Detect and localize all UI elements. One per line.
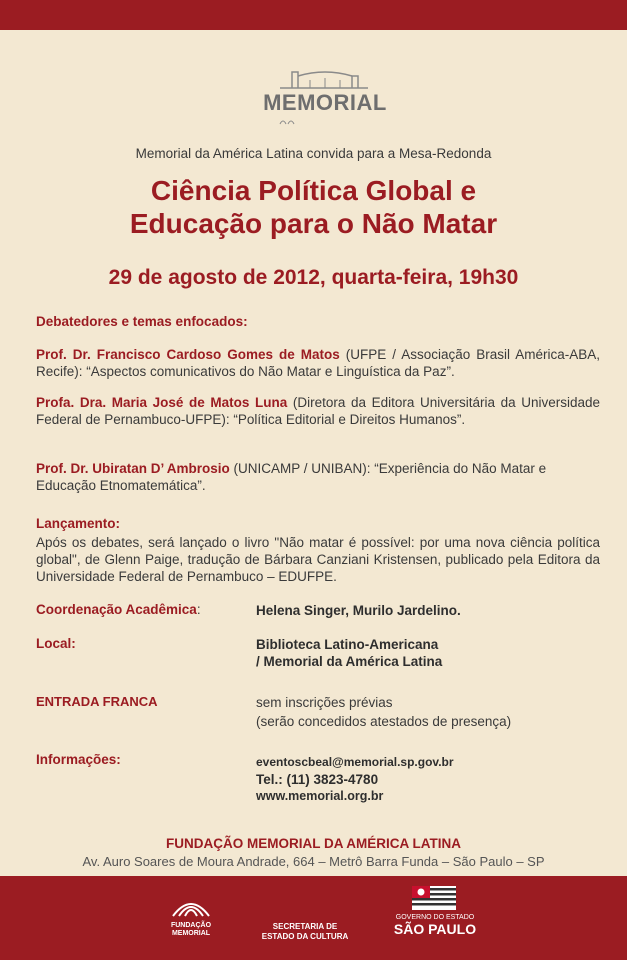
info-website[interactable]: www.memorial.org.br — [256, 789, 384, 803]
entrance-value — [256, 694, 596, 730]
coordination-label-text: Coordenação Acadêmica — [36, 602, 197, 617]
sao-paulo-flag-icon — [412, 886, 456, 910]
debater-2-name: Profa. Dra. Maria José de Matos Luna — [36, 395, 288, 410]
title-line-1: Ciência Política Global e — [150, 175, 477, 206]
debater-3-desc: (UNICAMP / UNIBAN): “Experiência do Não Matar e Educação Etnomatemática”. — [36, 461, 547, 493]
logo-text: MEMORIAL — [263, 90, 387, 115]
info-label: Informações: — [36, 752, 121, 767]
debater-2 — [36, 394, 600, 428]
logo1-line-1: FUNDAÇÃO — [170, 922, 212, 929]
fundacao-memorial-logo-icon — [169, 894, 213, 918]
sao-paulo-logo-text — [390, 914, 480, 936]
debater-3-name: Prof. Dr. Ubiratan D’ Ambrosio — [36, 461, 230, 476]
debaters-heading: Debatedores e temas enfocados: — [36, 314, 248, 329]
debater-1-desc: (UFPE / Associação Brasil América-ABA, Recife): “Aspectos comunicativos do Não Matar e Linguística da Paz”. — [36, 347, 601, 379]
logo3-line-1: GOVERNO DO ESTADO — [395, 914, 475, 921]
coordination-label — [36, 602, 201, 617]
location-value — [256, 636, 596, 670]
logo1-line-2: MEMORIAL — [171, 930, 211, 937]
intro-text: Memorial da América Latina convida para a Mesa-Redonda — [135, 146, 492, 161]
info-email[interactable]: eventoscbeal@memorial.sp.gov.br — [256, 755, 454, 769]
logo2-line-1: SECRETARIA DE — [272, 922, 338, 931]
secretaria-cultura-logo — [250, 922, 360, 942]
foundation-address: Av. Auro Soares de Moura Andrade, 664 – Metrô Barra Funda – São Paulo – SP — [82, 854, 545, 869]
hand-icon — [278, 116, 298, 126]
entrance-line-1: sem inscrições prévias — [256, 695, 393, 710]
event-title — [0, 174, 627, 240]
memorial-logo — [250, 66, 400, 126]
info-value — [256, 754, 596, 805]
fundacao-memorial-logo-text — [166, 922, 216, 938]
debater-1-name: Prof. Dr. Francisco Cardoso Gomes de Matos — [36, 347, 340, 362]
location-line-1: Biblioteca Latino-Americana — [256, 637, 439, 652]
entrance-label: ENTRADA FRANCA — [36, 694, 158, 709]
debater-1 — [36, 346, 600, 380]
top-band — [0, 0, 627, 30]
bottom-band — [0, 876, 627, 960]
launch-heading: Lançamento: — [36, 516, 121, 531]
debater-2-desc: (Diretora da Editora Universitária da Universidade Federal de Pernambuco-UFPE): “Política Editorial e Direitos Humanos”. — [36, 395, 600, 427]
logo3-line-2: SÃO PAULO — [393, 921, 477, 937]
logo2-line-2: ESTADO DA CULTURA — [261, 932, 349, 941]
title-line-2: Educação para o Não Matar — [129, 208, 498, 239]
coordination-value: Helena Singer, Murilo Jardelino. — [256, 603, 461, 618]
coordination-colon: : — [196, 602, 201, 617]
debater-3 — [36, 460, 600, 494]
launch-text: Após os debates, será lançado o livro "Não matar é possível: por uma nova ciência política global", de Glenn Paige, tradução de Bárbara Canziani Kristensen, publicado pela Editora da Universidade Federal de Pernambuco – EDUFPE. — [36, 535, 600, 584]
foundation-name: FUNDAÇÃO MEMORIAL DA AMÉRICA LATINA — [166, 836, 461, 851]
info-phone: Tel.: (11) 3823-4780 — [256, 772, 379, 787]
entrance-line-2: (serão concedidos atestados de presença) — [256, 714, 512, 729]
location-label: Local: — [36, 636, 76, 651]
event-date: 29 de agosto de 2012, quarta-feira, 19h30 — [108, 266, 519, 289]
location-line-2: / Memorial da América Latina — [256, 654, 443, 669]
